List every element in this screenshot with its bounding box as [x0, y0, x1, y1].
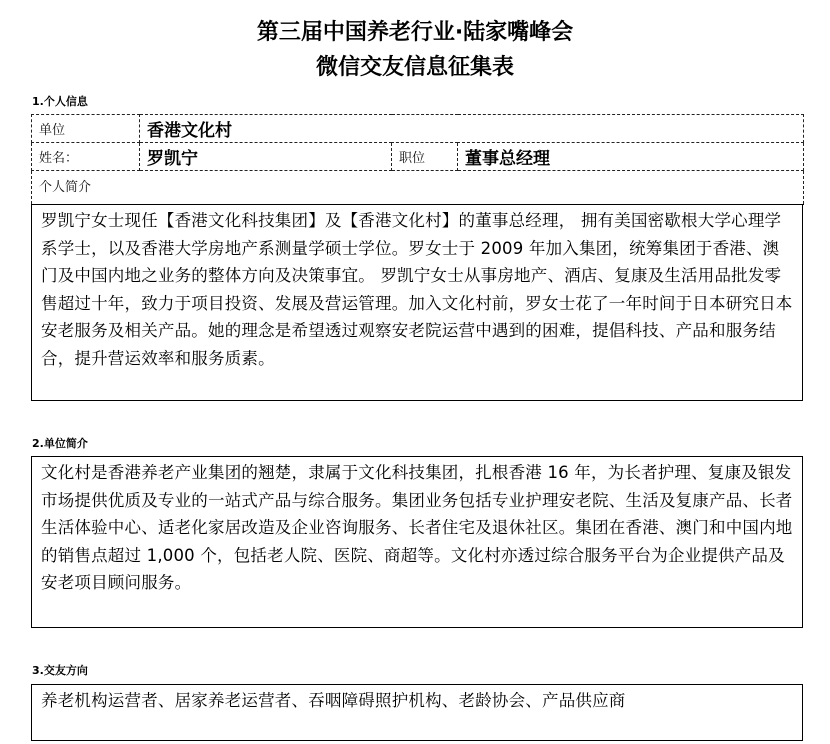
- position-label-cell: [392, 143, 458, 171]
- position-value-cell: [458, 143, 804, 171]
- profile-text-box: 罗凯宁女士现任【香港文化科技集团】及【香港文化村】的董事总经理， 拥有美国密歇根大学心理学系学士，以及香港大学房地产系测量学硕士学位。罗女士于 2009 年加入集团，统筹集团于香港、澳门及中国内地之业务的整体方向及决策事宜。 罗凯宁女士从事房地产、酒店、复康及生活用品批发零售超过十年，致力于项目投资、发展及营运管理。加入文化村前，罗女士花了一年时间于日本研究日本安老服务及相关产品。她的理念是希望透过观察安老院运营中遇到的困难，提倡科技、产品和服务结合，提升营运效率和服务质素。: [31, 205, 803, 401]
- form-title-line2: 微信交友信息征集表: [315, 55, 514, 80]
- unit-value-cell: [140, 115, 804, 143]
- section-personal-info-heading: 1.个人信息: [32, 95, 88, 108]
- name-value: 罗凯宁: [147, 149, 198, 169]
- networking-direction-text-box: 养老机构运营者、居家养老运营者、吞咽障碍照护机构、老龄协会、产品供应商: [31, 684, 803, 741]
- name-label: 姓名：: [39, 151, 79, 166]
- unit-label: 单位: [39, 123, 66, 138]
- position-label: 职位: [399, 151, 426, 166]
- profile-label-cell: [32, 171, 804, 205]
- name-value-cell: [140, 143, 392, 171]
- personal-info-table: [31, 114, 804, 205]
- unit-value: 香港文化村: [147, 121, 232, 141]
- section-unit-intro-heading: 2.单位简介: [32, 437, 88, 450]
- position-value: 董事总经理: [465, 149, 550, 169]
- section-networking-direction-heading: 3.交友方向: [32, 664, 88, 677]
- unit-label-cell: [32, 115, 140, 143]
- name-label-cell: [32, 143, 140, 171]
- form-title-line1: 第三届中国养老行业·陆家嘴峰会: [256, 20, 574, 45]
- profile-label: 个人简介: [39, 180, 92, 195]
- unit-intro-text-box: 文化村是香港养老产业集团的翘楚，隶属于文化科技集团，扎根香港 16 年，为长者护理、复康及银发市场提供优质及专业的一站式产品与综合服务。集团业务包括专业护理安老院、生活及复康产品、长者生活体验中心、适老化家居改造及企业咨询服务、长者住宅及退休社区。集团在香港、澳门和中国内地的销售点超过 1,000 个，包括老人院、医院、商超等。文化村亦透过综合服务平台为企业提供产品及安老项目顾问服务。: [31, 456, 803, 628]
